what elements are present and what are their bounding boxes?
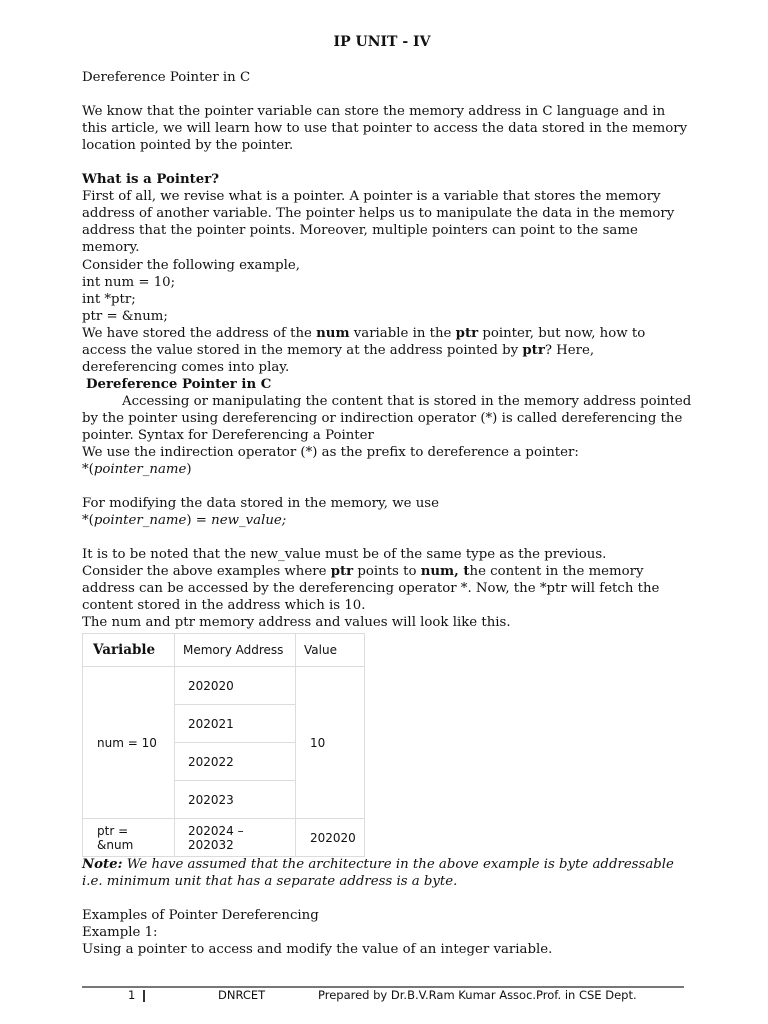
note-paragraph: Note: We have assumed that the architecture in the above example is byte addressable i.e. minimum unit that has a separate address is a byte. [82,857,674,889]
memory-table [82,633,365,857]
syntax-dereference: *(pointer_name) [82,462,192,477]
pointer-question-heading: What is a Pointer? [82,172,220,187]
stored-address-paragraph: We have stored the address of the num variable in the ptr pointer, but now, how to access the value stored in the memory at the address pointed by ptr? Here, dereferencing comes into play. [82,326,646,375]
header-variable: Variable [83,634,175,667]
num-value-cell: 10 [296,667,365,819]
example-1-description: Using a pointer to access and modify the value of an integer variable. [82,942,553,957]
code-line-2: int *ptr; [82,292,136,307]
example-1-label: Example 1: [82,925,158,940]
code-line-3: ptr = &num; [82,309,168,324]
ptr-value-cell: 202020 [296,819,365,857]
intro-paragraph: We know that the pointer variable can store the memory address in C language and in this article, we will learn how to use that pointer to access the data stored in the memory location pointed by the pointer. [82,104,688,153]
ptr-variable-cell: ptr = &num [83,819,175,857]
pointer-definition-paragraph: First of all, we revise what is a pointer. A pointer is a variable that stores the memory address of another variable. The pointer helps us to manipulate the data in the memory address that the pointer points. Moreover, multiple pointers can point to the same memory. [82,189,675,255]
dereference-definition-paragraph: Accessing or manipulating the content that is stored in the memory address pointed by the pointer using dereferencing or indirection operator (*) is called dereferencing the pointer. Syntax for Dereferencing a Pointer [82,394,692,443]
page-number: 1 [128,988,136,1002]
address-cell: 202022 [175,743,296,781]
header-memory-address: Memory Address [175,634,296,667]
ptr-address-cell: 202024 – 202032 [175,819,296,857]
dereference-heading: Dereference Pointer in C [86,377,272,392]
indirection-operator-line: We use the indirection operator (*) as the prefix to dereference a pointer: [82,445,579,460]
page-title: IP UNIT - IV [333,34,431,50]
header-value: Value [296,634,365,667]
footer-college: DNRCET [218,988,266,1002]
address-cell: 202020 [175,667,296,705]
code-line-1: int num = 10; [82,275,176,290]
address-cell: 202023 [175,781,296,819]
consider-example-line: Consider the following example, [82,258,300,273]
topic-heading: Dereference Pointer in C [82,70,251,85]
num-variable-cell: num = 10 [83,667,175,819]
footer-prepared-by: Prepared by Dr.B.V.Ram Kumar Assoc.Prof. in CSE Dept. [318,988,637,1002]
above-example-paragraph: Consider the above examples where ptr points to num, the content in the memory address can be accessed by the dereferencing operator *. Now, the *ptr will fetch the content stored in the address which is 10. [82,564,660,613]
table-row [83,667,365,705]
table-intro-line: The num and ptr memory address and values will look like this. [82,615,511,630]
table-row [83,819,365,857]
examples-heading: Examples of Pointer Dereferencing [82,908,319,923]
same-type-note: It is to be noted that the new_value must be of the same type as the previous. [82,547,607,562]
table-header-row [83,634,365,667]
modify-data-line: For modifying the data stored in the memory, we use [82,496,439,511]
page-number-bar [143,990,145,1002]
syntax-modify: *(pointer_name) = new_value; [82,513,287,528]
address-cell: 202021 [175,705,296,743]
